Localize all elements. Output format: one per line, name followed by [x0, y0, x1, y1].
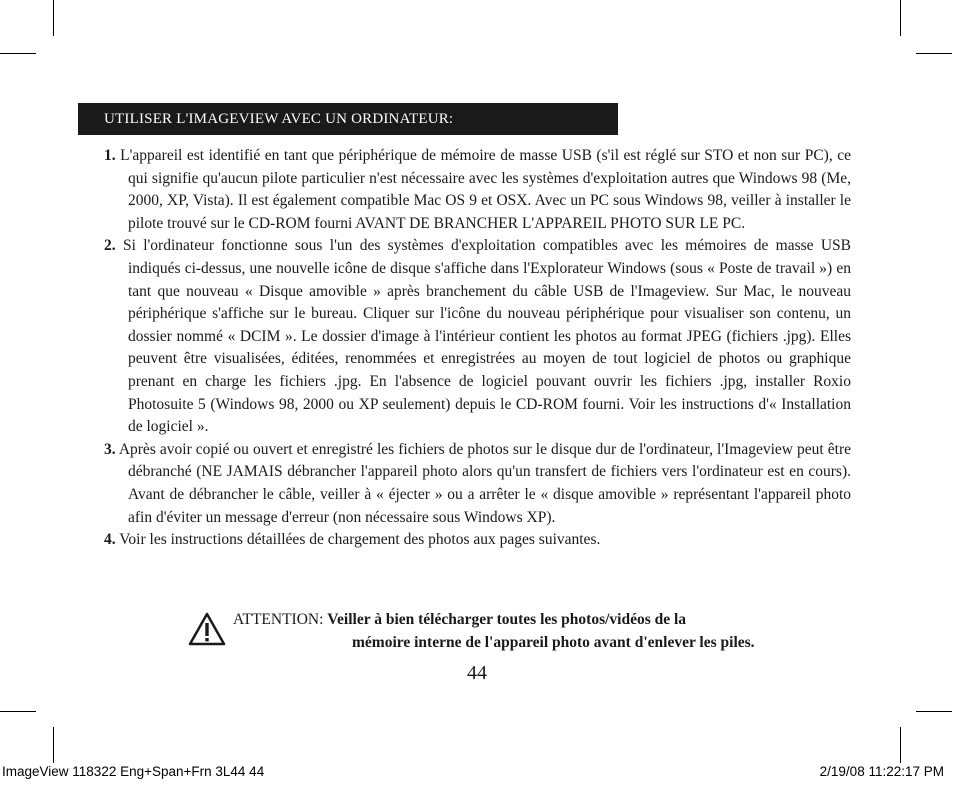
list-item	[104, 529, 851, 552]
crop-mark-top-left-h	[0, 53, 36, 54]
section-title: UTILISER L'IMAGEVIEW AVEC UN ORDINATEUR:	[78, 103, 618, 135]
item-number: 3.	[104, 440, 116, 458]
print-slug: ImageView 118322 Eng+Span+Frn 3L44 44	[2, 764, 265, 779]
item-number: 1.	[104, 147, 116, 164]
item-text: Voir les instructions détaillées de chargement des photos aux pages suivantes.	[119, 531, 601, 549]
print-timestamp: 2/19/08 11:22:17 PM	[819, 764, 944, 779]
list-item	[104, 145, 852, 235]
crop-mark-top-right-h	[916, 53, 952, 54]
attention-label: ATTENTION:	[233, 611, 324, 628]
crop-mark-top-left	[53, 0, 54, 36]
crop-mark-bottom-right-h	[916, 711, 952, 712]
item-text: Si l'ordinateur fonctionne sous l'un des systèmes d'exploitation compatibles avec les mémoires de masse USB indiqués ci-dessus, une nouvelle icône de disque s'affiche dans l'Explorateur Windows (sous « Poste de travail ») en tant que nouveau « Disque amovible » après branchement du câble USB de l'Imageview. Sur Mac, le nouveau périphérique s'affiche sur le bureau. Cliquer sur l'icône du nouveau périphérique pour visualiser son contenu, un dossier nommé « DCIM ». Le dossier d'image à l'intérieur contient les photos au format JPEG (fichiers .jpg). Elles peuvent être visualisées, éditées, renommées et enregistrées au moyen de tout logiciel de photos ou graphique prenant en charge les fichiers .jpg. En l'absence de logiciel pouvant ouvrir les fichiers .jpg, installer Roxio Photosuite 5 (Windows 98, 2000 ou XP seulement) depuis le CD-ROM fourni. Voir les instructions d'« Installation de logiciel ».	[122, 237, 852, 436]
crop-mark-bottom-left	[53, 727, 54, 763]
instructions-list	[104, 145, 851, 552]
item-text: L'appareil est identifié en tant que périphérique de mémoire de masse USB (s'il est réglé sur STO et non sur PC), ce qui signifie qu'aucun pilote particulier n'est nécessaire avec les systèmes d'exploitation autres que Windows 98 (Me, 2000, XP, Vista). Il est également compatible Mac OS 9 et OSX. Avec un PC sous Windows 98, veiller à installer le pilote trouvé sur le CD-ROM fourni AVANT DE BRANCHER L'APPAREIL PHOTO SUR LE PC.	[120, 147, 852, 232]
crop-mark-top-right	[900, 0, 901, 36]
item-number: 2.	[104, 237, 116, 255]
page-number: 44	[467, 662, 487, 684]
item-text: Après avoir copié ou ouvert et enregistré les fichiers de photos sur le disque dur de l'ordinateur, l'Imageview peut être débranché (NE JAMAIS débrancher l'appareil photo alors qu'un transfert de fichiers vers l'ordinateur est en cours). Avant de débrancher le câble, veiller à « éjecter » ou a arrêter le « disque amovible » représentant l'appareil photo afin d'éviter un message d'erreur (non nécessaire sous Windows XP).	[118, 440, 851, 526]
crop-mark-bottom-left-h	[0, 711, 36, 712]
crop-mark-bottom-right	[900, 727, 901, 763]
attention-note	[233, 608, 833, 654]
item-number: 4.	[104, 531, 116, 549]
list-item	[104, 235, 852, 438]
attention-line-1: Veiller à bien télécharger toutes les photos/vidéos de la	[327, 611, 687, 628]
warning-triangle-icon	[188, 612, 226, 646]
list-item	[104, 439, 851, 529]
attention-line-2: mémoire interne de l'appareil photo avant d'enlever les piles.	[352, 634, 755, 651]
